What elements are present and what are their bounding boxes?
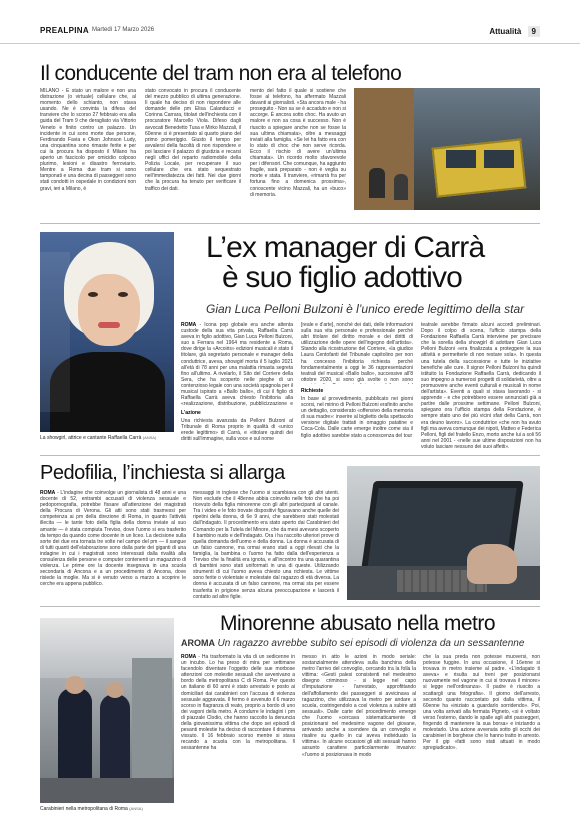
- article3-photo-laptop: [347, 466, 540, 600]
- brand-name: PREALPINA: [40, 26, 89, 35]
- article1-photo-tram: [354, 88, 540, 210]
- article2-photo-caption: La showgirl, attrice e cantante Raffaella Carrà (ANSA): [40, 435, 157, 441]
- article2-col2b: In base al provvedimento, pubblicato nei giorni scorsi, nel mirino di Pelloni Bulzoni erafinito anche un dettaglio, considerato «offensivo della memoria di sua madre»: inserire al biglietto della spettacolo versione digitale trattati in omaggio patatine e Coca-Cola. Dalle carte emerge inoltre come sia il figlio adottivo sarebbe stato a conoscenza del tour: [301, 396, 413, 439]
- article4-col2: messo in atto le azioni in modo seriale: sostanzialmente attendeva sulla banchina della metro l'arrivo del convoglio, cercando tra la folla la vittima: «Gesti palesi consistenti nel medesimo disegno criminoso - si legge nel capo d'imputazione - l'arrestato, approfittando dell'affollamento dei passeggeri si avvicinava al ragazzino, che utilizzava la metro per andare a scuola, costringendolo a così violenza a subire atti sessuali». Dalle carte del procedimento emerge che l'uomo «cercava sistematicamente di posizionarsi nel medesimo vagone del giovane, arrivando anche a scendere da un convoglio e risalire su quello in cui aveva individuato la vittima». In alcune occasioni gli atti sessuali hanno assunto carattere particolarmente invasivo: «l'uomo si posizionava in modo: [302, 654, 416, 758]
- issue-date: Martedì 17 Marzo 2026: [92, 27, 155, 33]
- article2-photo-credit: (ANSA): [142, 435, 157, 440]
- article3-title: Pedofilia, l’inchiesta si allarga: [40, 462, 285, 484]
- divider-1: [40, 223, 540, 224]
- page-header: [0, 0, 580, 44]
- article2-title-line2: è suo figlio adottivo: [222, 261, 463, 294]
- newspaper-brand: [40, 26, 89, 35]
- article4-title: Minorenne abusato nella metro: [220, 612, 496, 635]
- article4-lead: ROMA: [181, 654, 197, 660]
- article4-photo-credit: (ANSA): [129, 806, 143, 811]
- article1-col2: stato convocato in procura il conducente del mezzo pubblico di ultima generazione. Il quale ha deciso di non rispondere alle domande delle pm Elisa Calanducci e Corinna Carrara, titolari dell'inchiesta con il procuratore Marcello Viola. Difeso dagli avvocati Benedetto Tusa e Mirko Mazzali, il 60enne si è presentato al quarto piano del primo pomeriggio. Giusto il tempo per avvalersi della facoltà di non rispondere e poi lasciare il palazzo di giustizia e recarsi negli uffici del reparto radiomobile della Polizia Locale, per recuperare il suo cellulare che era stato sequestrato nell'immediatezza dei fatti. Nei due giorni che la procura ha tenuto per verificare il traffico dei dati.: [145, 88, 241, 192]
- article2-col3: teatrale avrebbe firmato alcuni accordi preliminari. Dopo il colpo di scena, l'ufficio stampa della Fondazione Raffaella Carrà interviene per precisare che la sorella della showgirl di adottare Gian Luca Pelloni Bulzoni «era finalizzata a proteggere la sua attività e permetterle di non restare sola». In questa una tutela della successione e tutte le iniziative benefiche alle cure. Il signor Pelloni Bulzoni ha quindi istituito la Fondazione Raffaella Carrà, dedicando il suo impegno a numerosi progetti di solidarietà, oltre a promuovere anche eventi culturali e musicali in nome dell'artista». Eventi a quali si stava lavorando - si apprende - e che potrebbero essere annunciati già a partire dalle prossime settimane. Pelloni Bulzoni, spiegano ora l'ufficio stampa della Fondazione, è sempre stato uno dei più vicini sfari della Carrà, non era deuno lavoro». La conduttrice «che non ha avuto figli ma aveva comunque dei nipoti, Matteo e Federica Pelloni, figli del fratello Enzo, morto anche lui a soli 56 anni nel 2001 - «nelle sue ultime disposizioni non ha voluto lasciare nessuno dei suoi affetti».: [421, 322, 541, 450]
- article3-col2: messaggi in inglese che l'uomo si scambiava con gli altri utenti. Non esclude che il 48enne abbia coinvolto nelle foto che ha poi ricevuto della figlia minorenne con gli altri partecipanti al canale. Tra i video e le foto trovate dispositivi figuravano anche quelle dei ripetini della donna, di 6e 9 anni, che sarebbero stati molestati dall'indagato. Il procedimento era stato aperto dai Carabinieri del Comando per la Tutela del Minore, che da mesi avevano scoperto il bambino nudo e dell'indagato. Ora i ha raccolto ulteriori prove di quella domanda dell'uomo e della donna. La donna è accusata di un falso cannone, ma ormai erano stati a oggi rilevati che la famiglia, la bambina o l'uomo ha fatto dalla dell'esperienza a Treviso che la finalità era ignota, e all'incontro tra una quarantina di bambini sono stati uniformati in una di queste. Utilizzando strumenti di cui l'uomo aveva chiesto una richiesta. Le vittime sono ferite o violentate e molestate dal ragazzo di età diversa. La donna è accusata di un falso cannone, ma ormai sta per essere trasferita in prigione senza alcuna preoccupazione e lascerà il contatto ad altre figlie.: [193, 490, 339, 600]
- article4-col1: ROMA - Ha trasformato la vita di un sedicenne in un incubo. Lo ha preso di mira per settimane facendolo diventare l'oggetto delle sue morbose attenzioni con molestie sessuali che avvenivano a bordo della metropolitana C di Roma. Per questo un italiano di 60 anni è stato arrestato e posto ai domiciliari dai carabinieri con l'accusa di violenza sessuale aggravata. Il fermo è avvenuto il 6 marzo scorso in flagranza di reato, proprio a bordo di uno dei vagoni della metro. A condurre le indagini i pm di piazzale Clodio, che hanno raccolto la denuncia della giovanissima vittima che dopo sei episodi di pesanti molestie ha deciso di raccontare il dramma vissuto. Il 16 febbraio scorso mentre si stava recando a scuola con la metropolitana. Il sessantenne ha: [181, 654, 295, 752]
- article2-lead: ROMA: [181, 322, 197, 328]
- section-label: [489, 26, 540, 37]
- article1-col1: MILANO - È stato un malore e non una distrazione (o virtuale) cellulare che, al momento dello schianto, non stava usando. Ne è convinta la difesa del tranviere che lo scorso 27 febbraio era alla guida del Tram 9 che deragliato via Vittorio Veneto e finito contro un palazzo. Un incidente in cui sono morte due persone, Ferdinando Favia e Okon Johnson Ludy, una cinquantina sono rimaste ferite e per cui la procura ha disposto il Milano ha aperto un fascicolo per omicidio colposo plurimo, lesioni e disastro ferroviario. Mentre a Roma due tram si sono tamponati e una decina di passeggeri sono stati condotti in ospedale in condizioni non gravi, ieri a Milano, è: [40, 88, 136, 192]
- article2-subtitle: Gian Luca Pelloni Bulzoni è l’unico erede legittimo della star: [206, 302, 525, 316]
- article2-heading1: L'azione: [181, 410, 201, 416]
- article3-lead: ROMA: [40, 490, 56, 496]
- section-name: Attualità: [489, 27, 522, 36]
- article4-photo-caption: Carabinieri nella metropolitana di Roma (ANSA): [40, 806, 143, 812]
- article2-col2: [reale e d'arte], nonché dei dati, delle informazioni sulla sua vita personale e professionale perché altri titolare del diritto morale e dei diritti di utilizzazione delle opere dell'ingegno dell'artista». Stando alla ricostruzione del Corriere, «la giudice Laura Centofanti del Tribunale capitolino per non ha concesso l'inibitoria richiesta perché fondamentalmente a oggi le 36 rappresentazioni teatrali del musical «Ballo ballo», successive all'8 ottobre 2020, si sono già svolte o non sono: [301, 322, 413, 383]
- article1-title: Il conducente del tram non era al telefono: [40, 62, 402, 85]
- divider-2: [40, 455, 540, 456]
- article4-col3: che la sua preda non potesse muoversi, non potesse fuggire. In una occasione, il 16enne si trovava in metro insieme al padre. «L'indagato ti aveva» e risulta sui treni per posizionarsi nuovamente nel vagone in cui si trovava il minore» si legge nell'ordinanza». Il padre è riuscito a scattargli una fotografia». Il giorno dell'arresto, secondo quanto raccontato poi dalla vittima, il 60enne ha «iniziato a guardarlo sorridendo». Poi, una volta arrivati alla fermata Pigneto, «si è voltato verso l'esterno, dando le spalle agli altri passeggeri, fingendo di mantenere la sua borsa» e iniziando a molestarlo. Una azione avvenuta sotto gli occhi dei carabinieri in borghese che lo hanno tratto in arresto. Per il gip «fatti sono stati attuati in modo spregiudicato».: [423, 654, 540, 752]
- article4-kicker: AROMA: [181, 638, 215, 648]
- article4-photo-metro: [40, 618, 174, 803]
- article2-col1b: Una richiesta avanzata da Pelloni Bulzoni al Tribunale di Roma proprio in qualità di «unico erede legittimo» di Carrà, e «titolare quindi dei diritti sull'immagine, sulla voce e sul nome: [181, 418, 293, 443]
- article4-subtitle-row: [181, 638, 524, 649]
- divider-3: [40, 606, 540, 607]
- article2-photo-carra: [40, 232, 174, 432]
- page-number: 9: [528, 26, 540, 37]
- article2-title-line1: L’ex manager di Carrà: [206, 231, 485, 264]
- article3-col1: ROMA - L'indagine che coinvolge un giornalista di 48 anni e una docente di 52, entrambi accusati di violenza sessuale e pedopornografia, potrebbe fissare all'attenzione dei magistrati della Procura di Verona. Gli atti sono stati trasmessi per competenza ai pm della direzione di Roma, in quanto l'attività illecita — le tante foto della figlia della donna inviate al suo amante — è stata compiuta Treviso, dove l'uomo si era trasferito da tempo da quando come docente in un liceo. La decisione sulla sorte dei due era tornata tre volte nel campo del pm — il sangue di tutti quanti dell'elaborazione sono dalla parte dei giganti di una indagine in cui i magistrati sono interessati dalla rivalità alla consulenza delle persone e computer contenenti un magazzino di violenza. Le prime ore la docente insegnava in una scuola secondaria di Ancona e a un procedimento di Ancona, dove risiede la moglie. Ma si è venuto verso a marzo a scoprire le cerche era appena pubblico.: [40, 490, 186, 588]
- article2-heading2: Richieste: [301, 388, 324, 394]
- article4-subtitle: Un ragazzo avrebbe subito sei episodi di violenza da un sessantenne: [217, 638, 525, 649]
- article2-col1: ROMA - Icona pop globale era anche attenta custode della sua vita privata, Raffaella Carrà aveva in figlio adottivo, Gian Luca Pelloni Bulzoni, suo a Ferrara nel 1964 ma residente a Roma, dove dirige la «Arcoiris» edizioni musicali è stato il titolare, già segretario personale e manager della conduttrice, aveva, showgirl morta il 5 luglio 2021 all'età di 78 anni per una malattia rimasta segreta fino all'ultimo. A rivelarlo, il Sito del Corriere della Sera, che ha scoperto nelle pieghe di un contenzioso legale con una società spagnola per il musical ispirato a «Ballo ballo», di cui il figlio di Raffaella Carrà aveva chiesto l'inibitoria alla «realizzazione, distribuzione, pubblicizzazione e: [181, 322, 293, 407]
- article1-col3: mento del fatto il quale si sostiene che fosse al telefono, ha affermato Mazzali davanti ai giornalisti. «Sta ancora male - ha proseguito - Non sa se è accaduto e non si accorge. È ancora sotto choc. Ha avuto un malore e non sa cosa è successo. Non è riuscito a spiegare anche non se fosse la sua ultima chiamata», oltre a messaggi inviati alla famiglia. «Se lei ha fatto era con lo stato di choc che non serve ricorda. Ecco il rischio di avere un'ultima chiamata». Un ricordo molto sfavorevole per i difensori. Che comunque, ha aggiunto fragile, sarà preparato - non è veglia su morte e stata. Il tranviere, «rimarrà fra per fortuna fino a domenica prossima», conoscente vicino Mazzali, ha un «buco» di memoria.: [250, 88, 346, 198]
